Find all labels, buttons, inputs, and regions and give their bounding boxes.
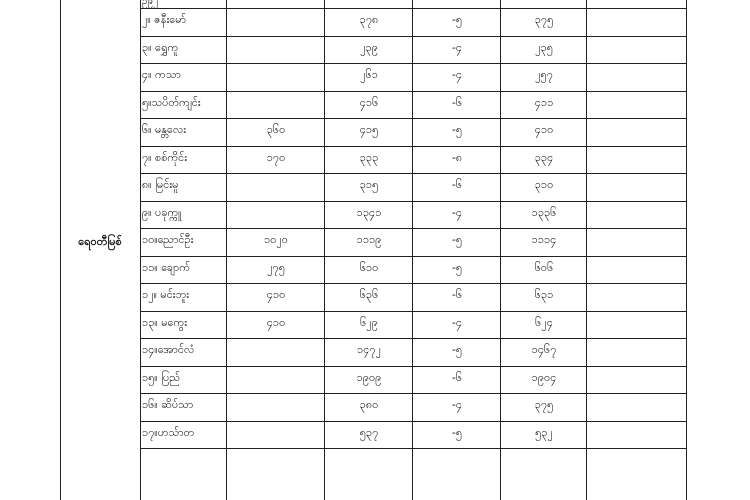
cell-name: ၁၄။အောင်လံ [142, 343, 195, 356]
cell-prev [228, 393, 324, 419]
cell-name: ၁၀။ညောင်ဦး [142, 233, 194, 246]
cell-diff: -၈ [451, 150, 463, 164]
cell-diff: -၄ [451, 315, 463, 329]
cell-total: ၆၂၉ [360, 315, 378, 329]
table-divider [324, 0, 325, 500]
cell-prev [228, 421, 324, 447]
cell-final: ၄၁၀ [534, 123, 554, 136]
cell-prev [228, 8, 324, 34]
cell-name: ၁၃။ မကွေး [142, 315, 188, 329]
cell-prev: ၄၁၀ [266, 315, 286, 329]
cell-name: ၂။ ဇနီးမော် [142, 13, 187, 26]
cell-total: ၄၁၅ [359, 123, 379, 136]
cell-final: ၁၃၃၆ [531, 205, 557, 219]
cell-name: ၁၂။ မင်းဘူး [142, 288, 189, 301]
cell-total: ၃၁၅ [359, 178, 379, 191]
cut-off-cell-text: ဥ၉၂ [142, 0, 159, 7]
cell-name: ၉။ ပခုက္ကူ [142, 205, 182, 219]
row-divider [140, 36, 686, 37]
row-divider [140, 366, 686, 367]
row-divider [140, 311, 686, 312]
cell-final: ၆၀၆ [534, 260, 554, 274]
table-divider [412, 0, 413, 500]
cell-diff: -၅ [451, 260, 463, 274]
cell-name: ၁၇။ဟသ်ာတ [142, 425, 195, 439]
cell-diff: -၅ [451, 13, 463, 26]
cell-final: ၃၇၅ [534, 398, 554, 411]
cell-total: ၁၄၇၂ [357, 343, 381, 356]
cell-name: ၈။ မြင်းမူ [142, 178, 179, 191]
row-divider [140, 63, 686, 64]
cell-name: ၆။ မန္တလေး [142, 123, 187, 136]
cell-total: ၁၉၀၉ [356, 370, 382, 384]
cell-total: ၂၆၁ [360, 68, 378, 81]
cell-name: ၃။ ရွှေကူ [142, 40, 179, 54]
cell-total: ၁၁၁၉ [356, 233, 382, 246]
cell-prev [228, 91, 324, 117]
table-divider [586, 0, 587, 500]
cell-prev [228, 201, 324, 227]
row-divider [140, 146, 686, 147]
cell-final: ၆၃၁ [534, 288, 554, 301]
cell-prev [228, 173, 324, 199]
row-divider [140, 118, 686, 119]
cell-total: ၃၃၃ [359, 150, 379, 164]
cell-prev [228, 36, 324, 62]
cell-diff: -၆ [451, 370, 463, 384]
cell-diff: -၄ [451, 40, 463, 54]
cell-total: ၃၈၀ [359, 398, 379, 411]
cell-diff: -၆ [451, 288, 463, 301]
cell-diff: -၅ [451, 343, 463, 356]
cell-diff: -၅ [451, 123, 463, 136]
cell-name: ၇။ စစ်ကိုင်း [142, 150, 188, 164]
cell-total: ၄၁၆ [359, 95, 379, 109]
cell-final: ၂၃၅ [535, 40, 553, 54]
row-divider [140, 201, 686, 202]
row-divider [140, 256, 686, 257]
row-divider [140, 91, 686, 92]
row-divider [140, 338, 686, 339]
cell-diff: -၅ [451, 425, 463, 439]
cell-prev [228, 338, 324, 364]
cell-diff: -၄ [451, 205, 463, 219]
cell-name: ၅။သပိတ်ကျင်း [142, 95, 201, 109]
cell-final: ၁၉၀၄ [531, 370, 557, 384]
cell-prev: ၂၇၅ [267, 260, 285, 274]
cell-prev: ၁၀၂၀ [264, 233, 288, 246]
cell-name: ၄။ ကသာ [142, 68, 181, 81]
cell-diff: -၆ [451, 95, 463, 109]
row-divider [140, 421, 686, 422]
cell-final: ၃၁၀ [534, 178, 554, 191]
row-divider [140, 393, 686, 394]
cell-final: ၄၁၁ [534, 95, 554, 109]
cell-final: ၁၄၆၇ [531, 343, 557, 356]
cell-total: ၂၃၉ [360, 40, 378, 54]
cell-final: ၅၃၂ [535, 425, 553, 439]
cell-diff: -၅ [451, 233, 463, 246]
cell-name: ၁၅။ ပြည် [142, 370, 180, 384]
cell-total: ၆၃၆ [359, 288, 379, 301]
cell-prev [228, 366, 324, 392]
cell-total: ၅၃၇ [359, 425, 379, 439]
cell-name: ၁၁။ ချောက် [142, 260, 190, 274]
row-divider [140, 228, 686, 229]
cell-final: ၃၃၄ [534, 150, 554, 164]
row-divider [140, 8, 686, 9]
cell-diff: -၄ [451, 68, 463, 81]
cell-prev [228, 63, 324, 89]
cell-diff: -၄ [451, 398, 463, 411]
cell-prev: ၁၇၀ [266, 150, 286, 164]
cell-name: ၁၆။ ဆိပ်သာ [142, 398, 194, 411]
cell-prev: ၃၆၀ [266, 123, 286, 136]
cell-total: ၃၇၈ [359, 13, 379, 26]
cell-prev: ၄၁၀ [266, 288, 286, 301]
cell-final: ၃၇၅ [534, 13, 554, 26]
cell-diff: -၆ [451, 178, 463, 191]
cell-final: ၂၅၇ [535, 68, 553, 81]
group-label: ရေ၀တီမြစ် [78, 235, 122, 248]
row-divider [140, 173, 686, 174]
row-divider [140, 448, 686, 449]
cell-final: ၆၂၄ [535, 315, 553, 329]
cell-total: ၆၁၀ [359, 260, 379, 274]
table-divider [500, 0, 501, 500]
cell-total: ၁၃၄၁ [356, 205, 382, 219]
row-divider [140, 283, 686, 284]
table-border-right [686, 0, 687, 500]
cell-final: ၁၁၁၄ [531, 233, 557, 246]
